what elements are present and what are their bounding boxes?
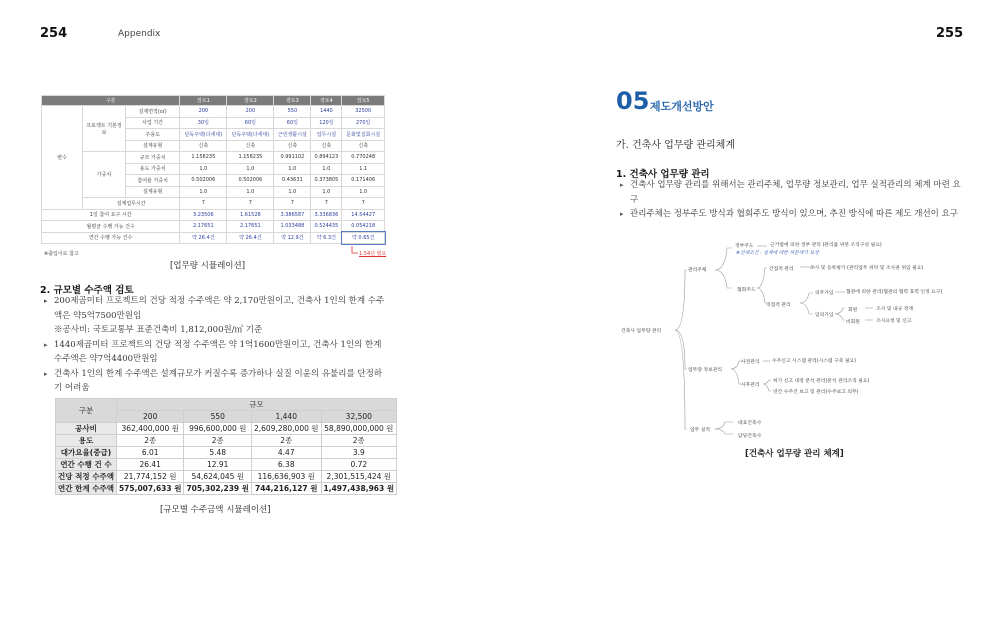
table-cell: 1.033488 — [274, 221, 311, 233]
table-cell: 단독주택(다세대) — [227, 129, 274, 141]
table-cell: 1.0 — [227, 163, 274, 175]
table-cell: 1.0 — [227, 186, 274, 198]
table-cell: 0.502006 — [227, 175, 274, 187]
table-cell: 14.54427 — [342, 209, 385, 221]
row-label: 연간 수행 가능 건수 — [42, 232, 180, 244]
table-row — [56, 446, 397, 458]
table-cell: 0.373805 — [311, 175, 342, 187]
table-header-cell: 구분 — [42, 96, 180, 106]
section-title: 가. 건축사 업무량 관리체계 — [616, 140, 735, 151]
mindmap-node-pre-a: 수주신고 시스템 관리(시스템 구축 필요) — [772, 359, 856, 364]
table-header-cell: 550 — [184, 411, 252, 423]
table-cell: 12.91 — [184, 458, 252, 470]
table-cell: 2종 — [116, 434, 184, 446]
table-cell: 5.48 — [184, 446, 252, 458]
mindmap-node-gov: 정부주도 — [735, 244, 754, 249]
table-cell: 0.054218 — [342, 221, 385, 233]
row-label: 규모 가중치 — [126, 152, 180, 164]
table-cell: 362,400,000 원 — [116, 422, 184, 434]
table-header-cell: 구분 — [56, 399, 117, 423]
table-cell: 단독주택(다세대) — [180, 129, 227, 141]
table-cell: 550 — [274, 106, 311, 118]
chapter-number: 05 — [616, 87, 650, 115]
table-header-cell: 검토4 — [311, 96, 342, 106]
table-cell: 1.0 — [342, 186, 385, 198]
right-body — [620, 178, 965, 222]
table-cell: 0.43631 — [274, 175, 311, 187]
sub-heading: 1. 건축사 업무량 관리 — [616, 169, 710, 180]
table-cell: 3.386587 — [274, 209, 311, 221]
row-label: 설계유형 — [126, 140, 180, 152]
row-label: 설계유형 — [126, 186, 180, 198]
row-label: 용도 가중치 — [126, 163, 180, 175]
group-label: 변수 — [42, 106, 83, 210]
mindmap-node-member: 회원 — [848, 308, 858, 313]
mindmap-node-post-a: 허가 신고 대장 분석 관리(분석 관리조직 필요) — [773, 379, 870, 384]
right-page-number: 255 — [936, 26, 964, 41]
table-cell: 2.17651 — [227, 221, 274, 233]
row-label: 참여율 가중치 — [126, 175, 180, 187]
table-cell: 575,007,633 원 — [116, 482, 184, 494]
row-label: 대가요율(중급) — [56, 446, 117, 458]
table-cell: 1440 — [311, 106, 342, 118]
table-cell: 신축 — [227, 140, 274, 152]
table-header-cell: 검토5 — [342, 96, 385, 106]
table-cell: 3.336836 — [311, 209, 342, 221]
table-cell: 7 — [227, 198, 274, 210]
annotation-label: 1.54년 필요 — [359, 251, 387, 257]
mindmap-caption: [건축사 업무량 관리 체계] — [745, 449, 844, 459]
table-header-cell: 200 — [116, 411, 184, 423]
table-cell: 1.0 — [311, 186, 342, 198]
table-header-cell: 검토3 — [274, 96, 311, 106]
table-cell: 120일 — [311, 117, 342, 129]
mindmap-node-mandatory-a: 협관에 의한 관리(협관의 협력 효력 인정 요구) — [846, 290, 943, 295]
mindmap-node-nonmember: 비회원 — [846, 320, 860, 325]
table-cell: 0.524435 — [311, 221, 342, 233]
scale-simulation-table — [55, 398, 397, 495]
mindmap-node-gov-a: 근거법에 의한 정부 관리 (관리를 위한 조직구성 필요) — [770, 243, 882, 248]
table-cell: 2종 — [184, 434, 252, 446]
table-cell: 문화및집회시설 — [342, 129, 385, 141]
table-cell: 116,636,903 원 — [252, 470, 322, 482]
mindmap-node-record-a: 대표건축사 — [738, 421, 762, 426]
table-cell: 1.0 — [180, 163, 227, 175]
table-cell: 0.72 — [321, 458, 397, 470]
table-caption: [업무량 시뮬레이션] — [170, 261, 246, 271]
table-cell: 7 — [180, 198, 227, 210]
row-label: 용도 — [56, 434, 117, 446]
table-cell: 업무시설 — [311, 129, 342, 141]
table-cell: 1.0 — [274, 186, 311, 198]
table-cell: 1.158235 — [227, 152, 274, 164]
sub-group-label: 가중치 — [83, 152, 126, 198]
note-line: ※공사비: 국토교통부 표준건축비 1,812,000원/㎡ 기준 — [54, 325, 263, 335]
mindmap-node-post-b: 연간 수주건 보고 및 관리(수주보고 의무) — [773, 390, 859, 395]
bullet-item: ▸ 건축사 업무량 관리를 위해서는 관리주체, 업무량 정보관리, 업무 실적관리의 체계 마련 요구 — [620, 178, 965, 207]
bullet-item: ▸ 1440제곱미터 프로젝트의 건당 적정 수주액은 약 1억1600만원이고, 건축사 1인의 한계 수주액은 약7억4400만원임 — [44, 338, 389, 367]
table-cell: 7 — [274, 198, 311, 210]
mindmap-node-indirect-a: 조사 및 등록평가 (관리업무 위탁 및 조사권 위임 필요) — [810, 266, 924, 271]
mindmap-node-record-b: 담당건축사 — [738, 434, 762, 439]
table-cell: 약 26.4건 — [180, 232, 227, 244]
table-cell: 신축 — [342, 140, 385, 152]
table-cell: 0.894123 — [311, 152, 342, 164]
table-cell: 6.38 — [252, 458, 322, 470]
row-label: 연간 한계 수주액 — [56, 482, 117, 494]
mindmap-node-pre: 사전관리 — [741, 360, 760, 365]
table-footnote: ※출입이로 참고 — [44, 251, 79, 257]
row-label: 연간 수행 건 수 — [56, 458, 117, 470]
table-cell: 0.991102 — [274, 152, 311, 164]
row-label: 공사비 — [56, 422, 117, 434]
table-cell: 1.158235 — [180, 152, 227, 164]
table-cell: 60일 — [274, 117, 311, 129]
row-label: 건당 적정 수주액 — [56, 470, 117, 482]
table-row — [56, 470, 397, 482]
table-cell: 2,301,515,424 원 — [321, 470, 397, 482]
mindmap-node-manage: 관리주체 — [688, 268, 707, 273]
table-row — [56, 422, 397, 434]
table-header-cell: 검토2 — [227, 96, 274, 106]
table-cell: 0.770248 — [342, 152, 385, 164]
table-cell: 7 — [342, 198, 385, 210]
mindmap-node-optional: 임의가입 — [815, 313, 834, 318]
mindmap-node-assoc: 협회주도 — [737, 288, 756, 293]
row-label: 주용도 — [126, 129, 180, 141]
table-cell: 신축 — [311, 140, 342, 152]
table-cell: 7 — [311, 198, 342, 210]
table-caption: [규모별 수주금액 시뮬레이션] — [160, 505, 271, 515]
table-cell: 26.41 — [116, 458, 184, 470]
mindmap-node-mandatory: 의무가입 — [815, 291, 834, 296]
section-heading: 2. 규모별 수주액 검토 — [40, 285, 134, 296]
bullet-item: ▸ 200제곱미터 프로젝트의 건당 적정 수주액은 약 2,170만원이고, 건축사 1인의 한계 수주액은 약5억7500만원임 — [44, 294, 389, 323]
mindmap-root: 건축사 업무량 관리 — [621, 329, 662, 334]
section-body — [44, 294, 389, 396]
table-cell: 1.0 — [311, 163, 342, 175]
table-cell: 1.61528 — [227, 209, 274, 221]
table-cell: 744,216,127 원 — [252, 482, 322, 494]
mindmap-node-gov-b: ※전제조건 : 설계에 대한 허분대가 보장 — [736, 251, 819, 256]
table-cell: 200 — [227, 106, 274, 118]
sub-group-label: 프로젝트 기본정보 — [83, 106, 126, 152]
table-cell: 근린생활시설 — [274, 129, 311, 141]
row-label: 1일 참여 요구 시간 — [42, 209, 180, 221]
table-cell: 996,600,000 원 — [184, 422, 252, 434]
table-cell: 2종 — [252, 434, 322, 446]
left-page-number: 254 — [40, 26, 68, 41]
table-cell: 1.1 — [342, 163, 385, 175]
table-cell: 60일 — [227, 117, 274, 129]
mindmap-node-member-a: 조사 및 내규 정계 — [876, 307, 914, 312]
table-cell: 신축 — [274, 140, 311, 152]
mindmap-node-direct: 직접적 관리 — [766, 303, 791, 308]
table-row — [56, 458, 397, 470]
table-cell: 6.01 — [116, 446, 184, 458]
table-cell: 0.502006 — [180, 175, 227, 187]
table-cell: 32500 — [342, 106, 385, 118]
bullet-item: ▸ 건축사 1인의 한계 수주액은 설계규모가 커질수록 증가하나 실질 이윤의 유불리를 단정하기 어려움 — [44, 367, 389, 396]
row-label: 월평균 수행 가능 건수 — [42, 221, 180, 233]
table-cell: 4.47 — [252, 446, 322, 458]
table-cell: 신축 — [180, 140, 227, 152]
table-cell: 3.23506 — [180, 209, 227, 221]
table-row — [56, 434, 397, 446]
table-cell: 1.0 — [180, 186, 227, 198]
table-cell: 2종 — [321, 434, 397, 446]
row-label: 사업 기간 — [126, 117, 180, 129]
table-cell: 58,890,000,000 원 — [321, 422, 397, 434]
table-cell: 약 26.4건 — [227, 232, 274, 244]
table-cell: 2.17651 — [180, 221, 227, 233]
table-cell: 2,609,280,000 원 — [252, 422, 322, 434]
table-cell: 약 6.3건 — [311, 232, 342, 244]
appendix-label: Appendix — [118, 29, 161, 39]
table-cell: 1,497,438,963 원 — [321, 482, 397, 494]
chapter-title: 제도개선방안 — [650, 100, 714, 113]
bullet-item: ▸ 관리주체는 정부주도 방식과 협회주도 방식이 있으며, 추진 방식에 따른 제도 개선이 요구 — [620, 207, 965, 222]
table-cell: 54,624,045 원 — [184, 470, 252, 482]
table-cell: 200 — [180, 106, 227, 118]
table-cell: 705,302,239 원 — [184, 482, 252, 494]
table-header-cell: 규모 — [116, 399, 396, 411]
mindmap-node-nonmember-a: 조사요청 및 신고 — [876, 319, 912, 324]
highlighted-cell: 약 0.65건 — [342, 232, 385, 244]
table-cell: 21,774,152 원 — [116, 470, 184, 482]
table-row — [56, 482, 397, 494]
mindmap-node-indirect: 간접적 관리 — [769, 267, 794, 272]
table-cell: 약 12.9건 — [274, 232, 311, 244]
table-cell: 3.9 — [321, 446, 397, 458]
row-label: 설계업무시간 — [83, 198, 180, 210]
table-header-cell: 1,440 — [252, 411, 322, 423]
table-header-cell: 검토1 — [180, 96, 227, 106]
mindmap-node-record: 업무 실적 — [690, 428, 711, 433]
table-header-cell: 32,500 — [321, 411, 397, 423]
workload-simulation-table — [41, 95, 385, 244]
table-cell: 0.171406 — [342, 175, 385, 187]
row-label: 설계면적(㎡) — [126, 106, 180, 118]
table-cell: 270일 — [342, 117, 385, 129]
table-cell: 30일 — [180, 117, 227, 129]
mindmap-node-post: 사후관리 — [741, 383, 760, 388]
table-cell: 1.0 — [274, 163, 311, 175]
mindmap-node-info: 업무량 정보관리 — [688, 368, 722, 373]
